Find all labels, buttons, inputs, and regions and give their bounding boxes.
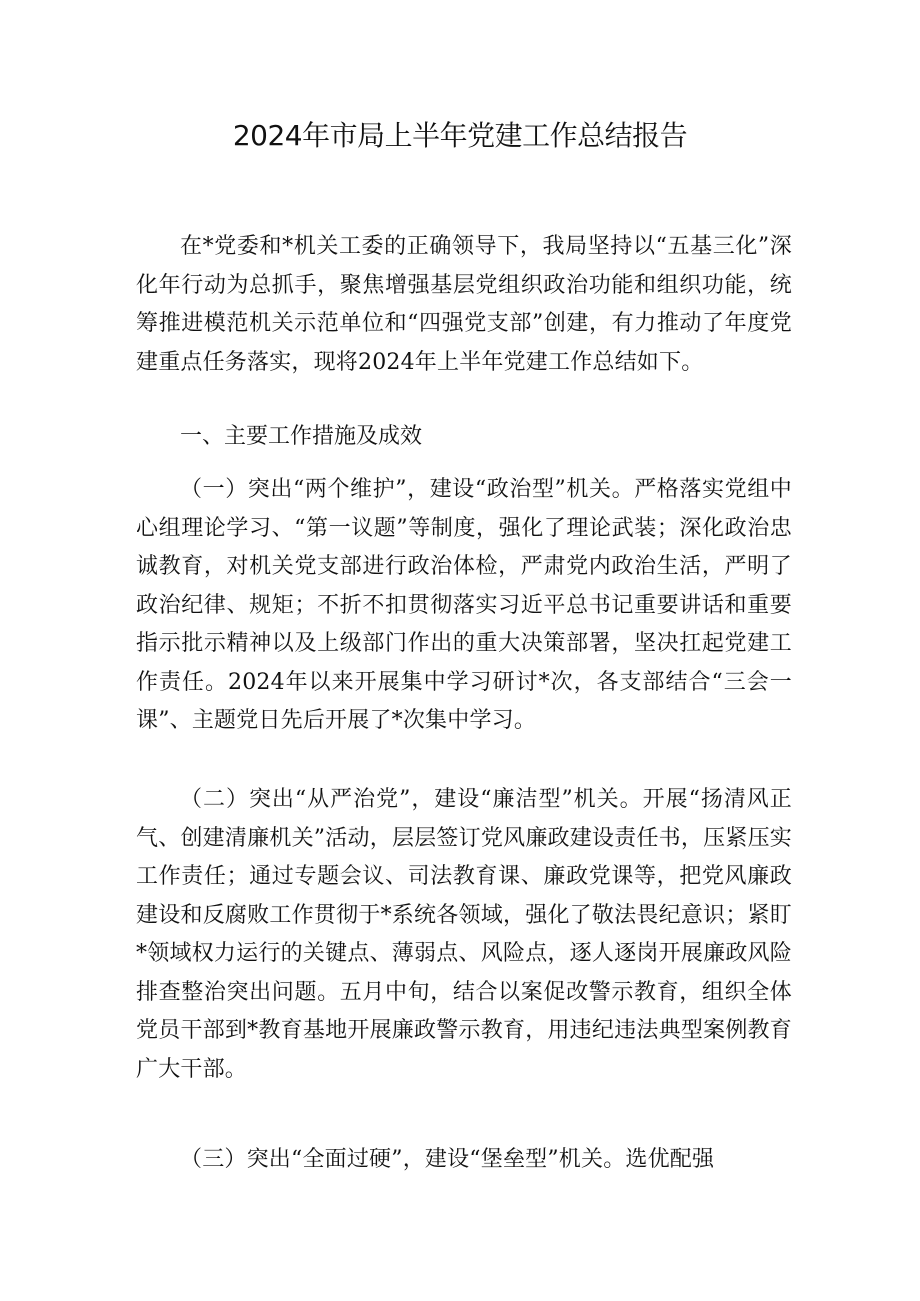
intro-paragraph: 在*党委和*机关工委的正确领导下，我局坚持以“五基三化”深化年行动为总抓手，聚焦增强基层党组织政治功能和组织功能，统筹推进模范机关示范单位和“四强党支部”创建，有力推动了年度党建重点任务落实，现将2024年上半年党建工作总结如下。 xyxy=(136,234,792,375)
measure-1-block xyxy=(136,471,792,741)
intro-block xyxy=(136,228,792,382)
measure-paragraph-3: （三）突出“全面过硬”，建设“堡垒型”机关。选优配强 xyxy=(180,1147,715,1172)
measure-paragraph-2: （二）突出“从严治党”，建设“廉洁型”机关。开展“扬清风正气、创建清廉机关”活动，层层签订党风廉政建设责任书，压紧压实工作责任；通过专题会议、司法教育课、廉政党课等，把党风廉政建设和反腐败工作贯彻于*系统各领域，强化了敬法畏纪意识；紧盯*领域权力运行的关键点、薄弱点、风险点，逐人逐岗开展廉政风险排查整治突出问题。五月中旬，结合以案促改警示教育，组织全体党员干部到*教育基地开展廉政警示教育，用违纪违法典型案例教育广大干部。 xyxy=(136,787,792,1082)
document-title: 2024年市局上半年党建工作总结报告 xyxy=(232,119,688,152)
section-heading: 一、主要工作措施及成效 xyxy=(180,424,423,449)
measure-2-block xyxy=(136,781,792,1089)
measure-paragraph-1: （一）突出“两个维护”，建设“政治型”机关。严格落实党组中心组理论学习、“第一议题”等制度，强化了理论武装；深化政治忠诚教育，对机关党支部进行政治体检，严肃党内政治生活，严明了政治纪律、规矩；不折不扣贯彻落实习近平总书记重要讲话和重要指示批示精神以及上级部门作出的重大决策部署，坚决扛起党建工作责任。2024年以来开展集中学习研讨*次，各支部结合“三会一课”、主题党日先后开展了*次集中学习。 xyxy=(136,477,792,733)
measure-3-block xyxy=(136,1141,792,1180)
